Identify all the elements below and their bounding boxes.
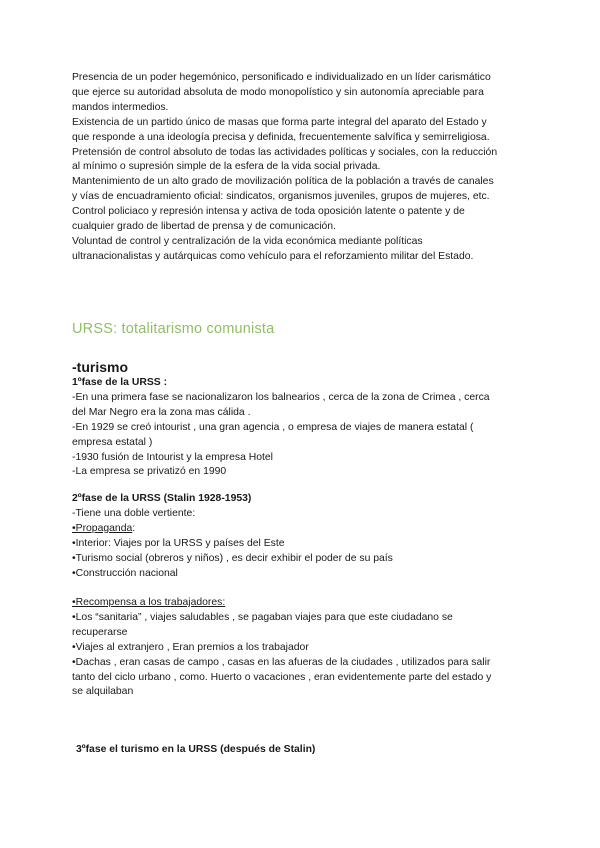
reward-item: •Viajes al extranjero , Eran premios a los trabajador [72, 641, 309, 653]
intro-line: Presencia de un poder hegemónico, personificado e individualizado en un líder carismático [72, 72, 491, 83]
propaganda-heading [72, 522, 532, 537]
intro-line: y vías de encuadramiento oficial: sindicatos, organismos juveniles, grupos de mujeres, etc. [72, 191, 490, 203]
reward-section [72, 596, 532, 700]
propaganda-label: •Propaganda [72, 522, 133, 534]
phase3-heading: 3ºfase el turismo en la URSS (después de Stalin) [76, 744, 316, 755]
phase1-heading: 1ºfase de la URSS : [72, 377, 168, 388]
propaganda-item: •Construcción nacional [72, 567, 178, 579]
intro-line: ultranacionalistas y autárquicas como vehículo para el reforzamiento militar del Estado. [72, 250, 474, 262]
intro-line: Mantenimiento de un alto grado de movilización política de la población a través de canales [72, 176, 494, 188]
reward-item: se alquilaban [72, 686, 134, 698]
subtitle: -turismo [72, 359, 128, 375]
intro-line: que ejerce su autoridad absoluta de modo monopolístico y sin autonomía apreciable para [72, 86, 484, 98]
phase1-line: -En 1929 se creó intourist , una gran agencia , o empresa de viajes de manera estatal ( [72, 421, 474, 433]
propaganda-item: •Turismo social (obreros y niños) , es decir exhibir el poder de su país [72, 552, 393, 564]
intro-line: al mínimo o supresión simple de la esfera de la vida social privada. [72, 161, 381, 173]
phase2-heading: 2ºfase de la URSS (Stalin 1928-1953) [72, 493, 252, 504]
phase1-section [72, 358, 532, 480]
phase2-section [72, 492, 532, 581]
phase1-line: empresa estatal ) [72, 436, 153, 448]
phase1-line: -En una primera fase se nacionalizaron los balnearios , cerca de la zona de Crimea , cerca [72, 391, 490, 403]
reward-item: •Los “sanitaria” , viajes saludables , se pagaban viajes para que este ciudadano se [72, 611, 453, 623]
intro-line: Existencia de un partido único de masas que forma parte integral del aparato del Estado y [72, 116, 487, 128]
reward-item: recuperarse [72, 626, 128, 638]
reward-item: tanto del ciclo urbano , como. Huerto o vacaciones , eran evidentemente parte del estado y [72, 671, 492, 683]
intro-line: que responde a una ideología precisa y definida, frecuentemente salvífica y semirreligiosa. [72, 131, 490, 143]
phase1-line: -1930 fusión de Intourist y la empresa Hotel [72, 451, 273, 463]
section-title: URSS: totalitarismo comunista [72, 321, 275, 337]
intro-paragraph [72, 71, 532, 265]
phase2-line: -Tiene una doble vertiente: [72, 507, 196, 519]
phase1-line: -La empresa se privatizó en 1990 [72, 466, 227, 478]
intro-line: Pretensión de control absoluto de todas las actividades políticas y sociales, con la reducción [72, 146, 498, 158]
reward-item: •Dachas , eran casas de campo , casas en las afueras de la ciudades , utilizados para salir [72, 656, 491, 668]
intro-line: cualquier grado de libertad de prensa y de comunicación. [72, 221, 336, 233]
propaganda-colon: : [132, 522, 136, 534]
intro-line: Voluntad de control y centralización de la vida económica mediante políticas [72, 235, 423, 247]
propaganda-item: •Interior: Viajes por la URSS y países del Este [72, 537, 285, 549]
intro-line: mandos intermedios. [72, 101, 169, 113]
phase1-line: del Mar Negro era la zona mas cálida . [72, 406, 251, 418]
reward-heading: •Recompensa a los trabajadores: [72, 597, 226, 608]
intro-line: Control policiaco y represión intensa y activa de toda oposición latente o patente y de [72, 206, 465, 218]
